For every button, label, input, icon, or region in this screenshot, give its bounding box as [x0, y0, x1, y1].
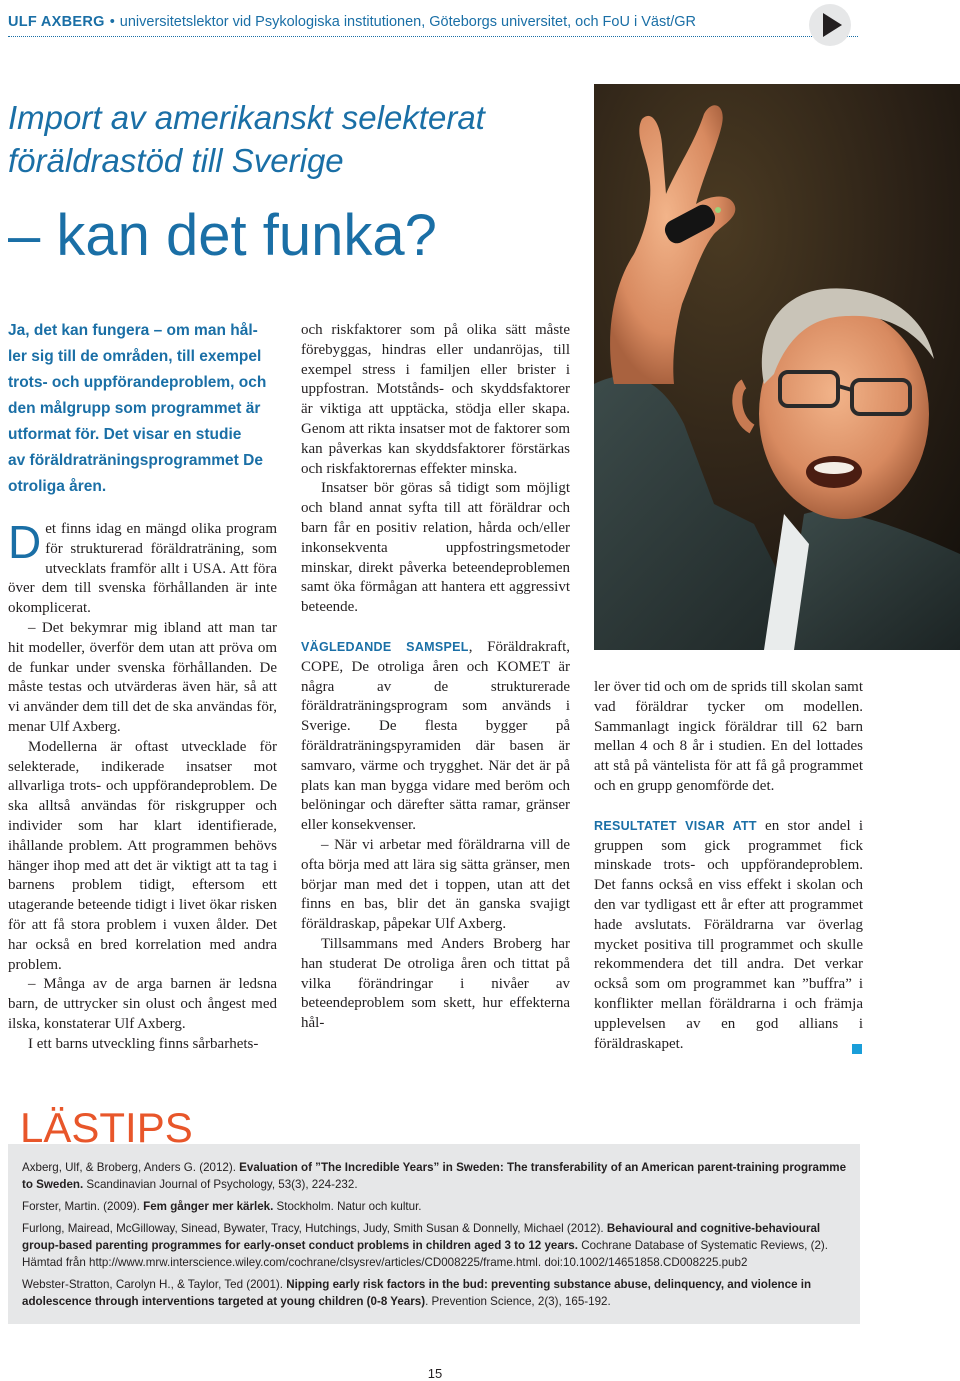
paragraph-text: , Föräldrakraft, COPE, De otroliga åren och KOMET är några av de strukturerade föräldraträningsprogram som används i Sverige. De flesta bygger på föräldraträningspyramiden där basen är samvaro, värme och trygghet. När det är på plats kan man bygga vidare med beröm och belöningar och därefter sätta ramar, gränser eller konsekvenser. [301, 638, 570, 834]
article-lead [8, 318, 270, 500]
reference-title: Behavioural and cognitive-behavioural group-based parenting programmes for early-onset conduct problems in children aged 3 to 12 years. [22, 1221, 821, 1252]
reference-item [22, 1220, 852, 1272]
lead-line: otroliga åren. [8, 478, 107, 495]
lead-line: Ja, det kan fungera – om man hål- [8, 322, 258, 339]
header-author: ULF AXBERG [8, 14, 105, 30]
header-separator: • [109, 14, 115, 30]
reference-item [22, 1159, 852, 1193]
play-button[interactable] [809, 4, 851, 46]
lead-line: ler sig till de områden, till exempel [8, 348, 262, 365]
header-rule [8, 36, 858, 37]
paragraph [594, 817, 863, 1055]
portrait-photo [594, 84, 960, 650]
article-title: – kan det funka? [8, 203, 437, 268]
reference-source: Stockholm. Natur och kultur. [273, 1199, 422, 1213]
reference-title: Nipping early risk factors in the bud: preventing substance abuse, delinquency, and violence in adolescence through interventions targeted at young children (0-8 Years) [22, 1277, 812, 1308]
lastips-references [22, 1159, 852, 1315]
end-marker [852, 1040, 862, 1058]
page-number: 15 [427, 1366, 443, 1381]
page-header [8, 14, 860, 38]
reference-authors: Axberg, Ulf, & Broberg, Anders G. (2012). [22, 1161, 240, 1174]
reference-title: Evaluation of ”The Incredible Years” in Sweden: The transferability of an American parent-training programme to Sweden. [22, 1161, 847, 1192]
paragraph-text: en stor andel i gruppen som gick programmet fick minskade trots- och uppförandeproblem. Det fanns också en viss effekt i skolan och den var tydligast ett år efter att programmet hade avslutats. Föräldrarna var överlag mycket positiva till programmet och skulle rekommendera det till andra. Det verkar också som om programmet kan ”buffra” i konflikter mellan föräldrarna i och främja upplevelsen av en god allians i föräldraskapet. [594, 817, 864, 1052]
reference-authors: Furlong, Mairead, McGilloway, Sinead, Bywater, Tracy, Hutchings, Judy, Smith Susan & Donnelly, Michael (2012). [22, 1221, 607, 1235]
lead-line: den målgrupp som programmet är [8, 400, 261, 417]
run-in-heading: RESULTATET VISAR ATT [594, 818, 757, 833]
reference-title: Fem gånger mer kärlek. [143, 1199, 274, 1213]
title-line-1: Import av amerikanskt selekterat [8, 99, 485, 136]
reference-authors: Webster-Stratton, Carolyn H., & Taylor, Ted (2001). [22, 1277, 287, 1291]
lead-line: utformat för. Det visar en studie [8, 426, 242, 443]
paragraph [301, 638, 570, 836]
lastips-heading: LÄSTIPS [20, 1104, 193, 1151]
body-column-1 [8, 516, 277, 1055]
paragraph: I ett barns utveckling finns sårbarhets- [28, 1035, 259, 1052]
lead-line: trots- och uppförandeproblem, och [8, 374, 267, 391]
paragraph: Insatser bör göras så tidigt som möjligt och bland annat syfta till att föräldrar och barn får en positiv relation, hårda och/eller inkonsekventa uppfostringsmetoder minskar, direkt påverka beteendeproblemen samt öka förmågan att hantera ett aggressivt beteende. [301, 480, 570, 616]
reference-source: . Prevention Science, 2(3), 165-192. [425, 1294, 611, 1308]
paragraph: ler över tid och om de sprids till skolan samt vad föräldrar tycker om modellen. Sammanlagt ingick föräldrar till 62 barn mellan 4 och 8 år i studien. En del lottades att stå på väntelista för att få gå programmet och en grupp genomförde det. [594, 679, 863, 794]
paragraph [8, 516, 277, 619]
drop-cap: D [8, 516, 42, 568]
paragraph: Tillsammans med Anders Broberg har han studerat De otroliga åren och tittat på vilka förändringar i nivåer av beteendeproblem som skett, hur effekterna hål- [301, 935, 570, 1032]
paragraph: Modellerna är oftast utvecklade för selekterade, indikerade insatser mot allvarliga trots- och uppförandeproblem. De ska alltså användas för riskgrupper och individer som har klart identifierade, ihållande problem. Att programmen behövs hänger ihop med att det är viktigt att ta tag i barnens problem tidigt, eftersom ett utagerande beteende tidigt i livet ökar risken för att få stora problem i vuxen ålder. Det har också en bred korrelation med andra problem. [8, 738, 277, 973]
paragraph: och riskfaktorer som på olika sätt måste förebyggas, hindras eller undanröjas, till exempel stress i familjen eller brister i uppfostran. Motstånds- och skyddsfaktorer är viktiga att upptäcka, stödja eller skapa. Genom att rikta insatser mot de faktorer som kan påverkas kan skyddsfaktorer förstärkas och riskfaktorernas effekter minska. [301, 322, 570, 477]
reference-authors: Forster, Martin. (2009). [22, 1199, 144, 1213]
reference-source: Scandinavian Journal of Psychology, 53(3), 224-232. [83, 1178, 358, 1192]
title-line-2: föräldrastöd till Sverige [8, 142, 344, 179]
article-subtitle [8, 96, 568, 182]
lead-line: av föräldraträningsprogrammet De [8, 452, 263, 469]
body-column-2 [301, 321, 570, 1034]
paragraph: – Det bekymrar mig ibland att man tar hit modeller, överför dem utan att pröva om de funkar under svenska förhållanden. De måste testas och utvärderas även här, så att vi använder dem till det de ska användas för, menar Ulf Axberg. [8, 619, 277, 735]
play-icon [809, 4, 851, 46]
paragraph-text: et finns idag en mängd olika program för strukturerad föräldraträning, som utvecklats framför allt i USA. Att föra över dem till svenska förhållanden är inte okomplicerat. [8, 521, 277, 617]
reference-source: Cochrane Database of Systematic Reviews, (2). Hämtad från http://www.mrw.interscience.wiley.com/cochrane/clsysrev/articles/CD008225/frame.html. doi:10.1002/14651858.CD008225.pub2 [22, 1238, 828, 1270]
paragraph: – När vi arbetar med föräldrarna vill de ofta börja med att lära sig sätta gränser, men börjar man med det i toppen, utan att det finns en bas, blir det än ganska svajigt föräldraskap, påpekar Ulf Axberg. [301, 836, 570, 933]
paragraph: – Många av de arga barnen är ledsna barn, de uttrycker sin olust och ångest med ilska, konstaterar Ulf Axberg. [8, 976, 277, 1032]
header-affiliation: universitetslektor vid Psykologiska institutionen, Göteborgs universitet, och FoU i Väst/GR [119, 14, 697, 30]
reference-item [22, 1198, 852, 1215]
end-square-icon [852, 1044, 862, 1054]
reference-item [22, 1276, 852, 1310]
body-column-3 [594, 678, 863, 1054]
portrait-photo-image [594, 84, 960, 650]
run-in-heading: VÄGLEDANDE SAMSPEL [301, 639, 469, 654]
